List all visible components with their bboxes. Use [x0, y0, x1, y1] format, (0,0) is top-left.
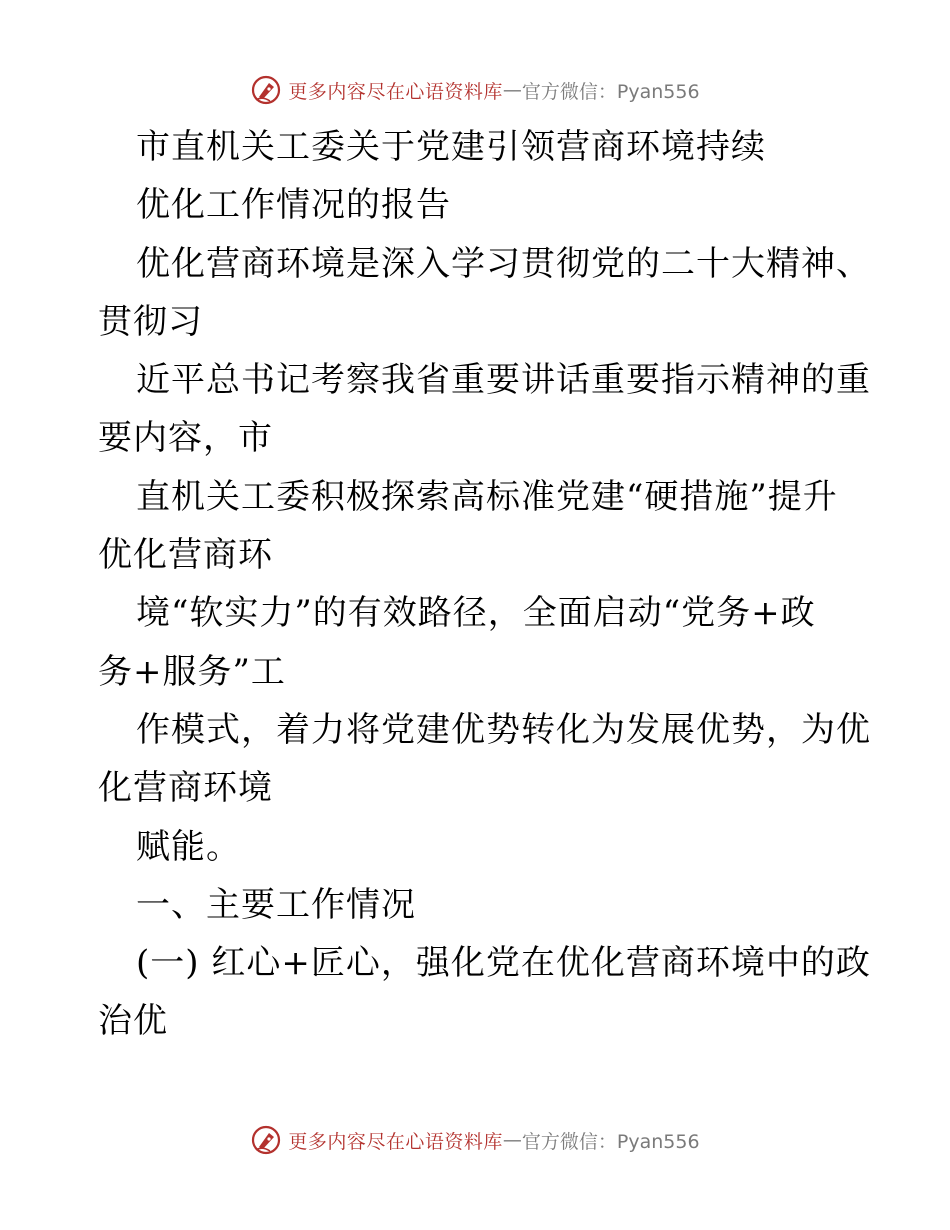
paragraph-line: 境“软实力”的有效路径，全面启动“党务+政: [136, 593, 816, 634]
paragraph-line: 作模式，着力将党建优势转化为发展优势，为优: [136, 709, 871, 750]
paragraph-line: 直机关工委积极探索高标准党建“硬措施”提升: [136, 476, 838, 517]
header-watermark: [0, 73, 950, 107]
watermark-brand-text: 更多内容尽在心语资料库: [288, 1130, 503, 1153]
paragraph-line: 近平总书记考察我省重要讲话重要指示精神的重: [136, 360, 871, 401]
subsection-heading-line: 治优: [98, 1001, 168, 1042]
doc-title-line-2: 优化工作情况的报告: [136, 185, 451, 226]
section-heading: 一、主要工作情况: [136, 884, 416, 925]
watermark-brand-text: 更多内容尽在心语资料库: [288, 80, 503, 103]
pen-nib-logo-icon: [250, 1124, 282, 1156]
doc-title-line-1: 市直机关工委关于党建引领营商环境持续: [136, 127, 766, 167]
watermark-contact-text: 官方微信：Pyan556: [521, 80, 700, 103]
watermark-separator: —: [502, 79, 522, 101]
paragraph-line: 优化营商环: [98, 535, 273, 576]
paragraph-line: 要内容，市: [98, 418, 273, 459]
watermark-separator: —: [502, 1129, 522, 1151]
paragraph-line: 务+服务”工: [98, 651, 286, 692]
pen-nib-logo-icon: [250, 74, 282, 106]
footer-watermark: [0, 1123, 950, 1157]
subsection-heading-line: (一) 红心+匠心，强化党在优化营商环境中的政: [136, 943, 871, 984]
paragraph-line: 贯彻习: [98, 301, 203, 342]
paragraph-line: 优化营商环境是深入学习贯彻党的二十大精神、: [136, 243, 871, 284]
watermark-contact-text: 官方微信：Pyan556: [521, 1130, 700, 1153]
paragraph-line: 化营商环境: [98, 768, 273, 809]
paragraph-line: 赋能。: [136, 826, 241, 867]
document-body: [98, 118, 888, 1051]
